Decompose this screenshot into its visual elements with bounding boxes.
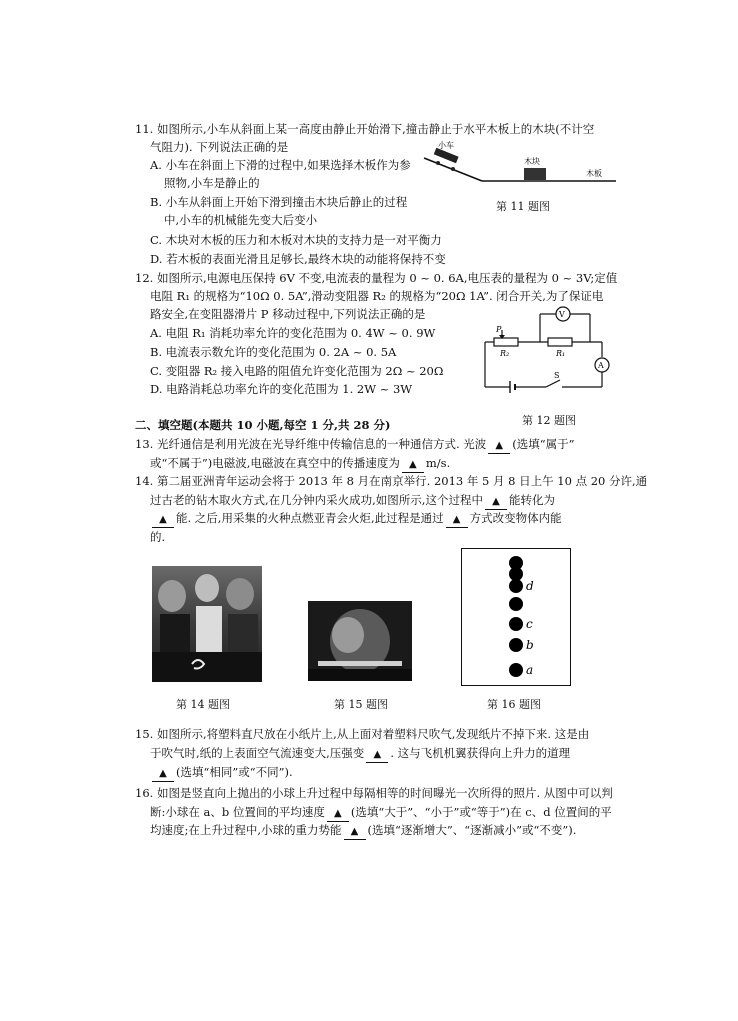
q16-line1: 16. 如图是竖直向上抛出的小球上升过程中每隔相等的时间曝光一次所得的照片. 从图中可以判 [135,786,613,800]
q11-option-c: C. 木块对木板的压力和木板对木块的支持力是一对平衡力 [150,233,442,247]
q14-caption: 第 14 题图 [176,698,230,711]
q11-option-b-line2: 中,小车的机械能先变大后变小 [164,213,318,227]
q16-line2-text-a: 断:小球在 a、b 位置间的平均速度 [150,805,325,819]
ball-position-4 [509,597,523,611]
q11-stem-line2: 气阻力). 下列说法正确的是 [150,140,289,154]
q13-line2-text-b: m/s. [425,456,451,470]
q16-blank-2: ▲ [344,825,366,840]
q13-line2-text-a: 或“不属于”)电磁波,电磁波在真空中的传播速度为 [150,456,400,470]
q12-fig-P-label: P [496,325,502,334]
q13-blank-2: ▲ [402,458,424,473]
q12-fig-S-label: S [554,371,560,380]
q11-option-d: D. 若木板的表面光滑且足够长,最终木块的动能将保持不变 [150,252,446,266]
q12-option-b: B. 电流表示数允许的变化范围为 0. 2A ~ 0. 5A [150,345,397,359]
q11-fig-car-label: 小车 [438,141,454,150]
q11-option-a-line1: A. 小车在斜面上下滑的过程中,如果选择木板作为参 [150,158,411,172]
q15-line1: 15. 如图所示,将塑料直尺放在小纸片上,从上面对着塑料尺吹气,发现纸片不掉下来. 这是由 [135,727,590,741]
q15-caption: 第 15 题图 [334,698,388,711]
q12-circuit-figure [480,302,615,397]
q15-photo [308,601,412,681]
q12-option-a: A. 电阻 R₁ 消耗功率允许的变化范围为 0. 4W ~ 0. 9W [150,326,436,340]
q12-option-d: D. 电路消耗总功率允许的变化范围为 1. 2W ~ 3W [150,382,413,396]
q14-line2 [150,493,555,510]
q14-line2-text-a: 过古老的钻木取火方式,在几分钟内采火成功,如图所示,这个过程中 [150,493,483,507]
ball-position-c [509,617,523,631]
q11-caption: 第 11 题图 [496,200,550,213]
q16-blank-1: ▲ [327,807,349,822]
q16-label-b: b [526,638,534,652]
ball-position-b [509,638,523,652]
q13-line1-text-a: 13. 光纤通信是利用光波在光导纤维中传输信息的一种通信方式. 光波 [135,437,487,451]
q14-line3 [150,511,562,528]
q12-caption: 第 12 题图 [522,414,576,427]
q16-label-c: c [526,617,533,631]
q15-line3 [150,765,293,782]
q12-option-c: C. 变阻器 R₂ 接入电路的阻值允许变化范围为 2Ω ~ 20Ω [150,364,444,378]
q16-figure [461,548,571,686]
q12-stem-line1: 12. 如图所示,电源电压保持 6V 不变,电流表的量程为 0 ~ 0. 6A,电压表的量程为 0 ~ 3V;定值 [135,271,618,285]
q13-line1-text-b: (选填“属于” [512,437,575,451]
q15-blank-1: ▲ [366,748,388,763]
q11-stem-line1: 11. 如图所示,小车从斜面上某一高度由静止开始滑下,撞击静止于水平木板上的木块(不计空 [135,122,595,136]
q16-line3 [150,823,576,840]
q16-label-a: a [526,663,534,677]
q11-option-a-line2: 照物,小车是静止的 [164,176,260,190]
q16-label-d: d [526,579,534,593]
q12-fig-R2-label: R₂ [500,349,510,358]
q13-blank-1: ▲ [488,439,510,454]
q16-line2-text-b: (选填“大于”、“小于”或“等于”)在 c、d 位置间的平 [350,805,612,819]
q14-blank-1: ▲ [485,495,507,510]
q14-line2-text-b: 能转化为 [508,493,555,507]
q11-figure [420,138,620,188]
q15-line2 [150,746,570,763]
q12-fig-V-label: V [559,310,565,319]
q15-line3-text-b: (选填“相同”或“不同”). [176,765,293,779]
ball-position-2 [509,567,523,581]
q14-line3-text-a: 能. 之后,用采集的火种点燃亚青会火炬,此过程是通过 [176,511,444,525]
q15-line2-text-a: 于吹气时,纸的上表面空气流速变大,压强变 [150,746,365,760]
q11-option-b-line1: B. 小车从斜面上开始下滑到撞击木块后静止的过程 [150,195,408,209]
q16-line3-text-a: 均速度;在上升过程中,小球的重力势能 [150,823,342,837]
q15-line2-text-b: . 这与飞机机翼获得向上升力的道理 [390,746,571,760]
ball-position-a [509,663,523,677]
q14-line1: 14. 第二届亚洲青年运动会将于 2013 年 8 月在南京举行. 2013 年 5 月 8 日上午 10 点 20 分许,通 [135,474,648,488]
q14-blank-2: ▲ [152,513,174,528]
q14-blank-3: ▲ [446,513,468,528]
q16-line3-text-b: (选填“逐渐增大”、“逐渐减小”或“不变”). [367,823,577,837]
q16-figure-canvas [462,549,570,685]
q12-fig-R1-label: R₁ [556,349,566,358]
q16-caption: 第 16 题图 [487,698,541,711]
q15-blank-2: ▲ [152,767,174,782]
q16-line2 [150,805,612,822]
q14-line4: 的. [150,530,166,544]
q11-fig-block-label: 木块 [524,157,540,166]
q13-line2 [150,456,450,473]
q14-line3-text-b: 方式改变物体内能 [469,511,562,525]
section-2-heading: 二、填空题(本题共 10 小题,每空 1 分,共 28 分) [135,418,391,432]
ball-position-d [509,579,523,593]
q12-fig-A-label: A [598,361,604,370]
q12-stem-line3: 路安全,在变阻器滑片 P 移动过程中,下列说法正确的是 [150,307,426,321]
q14-photo [152,566,262,682]
q11-fig-board-label: 木板 [586,169,602,178]
q12-stem-line2: 电阻 R₁ 的规格为“10Ω 0. 5A”,滑动变阻器 R₂ 的规格为“20Ω 1A”. 闭合开关,为了保证电 [150,289,604,303]
q13-line1 [135,437,575,454]
